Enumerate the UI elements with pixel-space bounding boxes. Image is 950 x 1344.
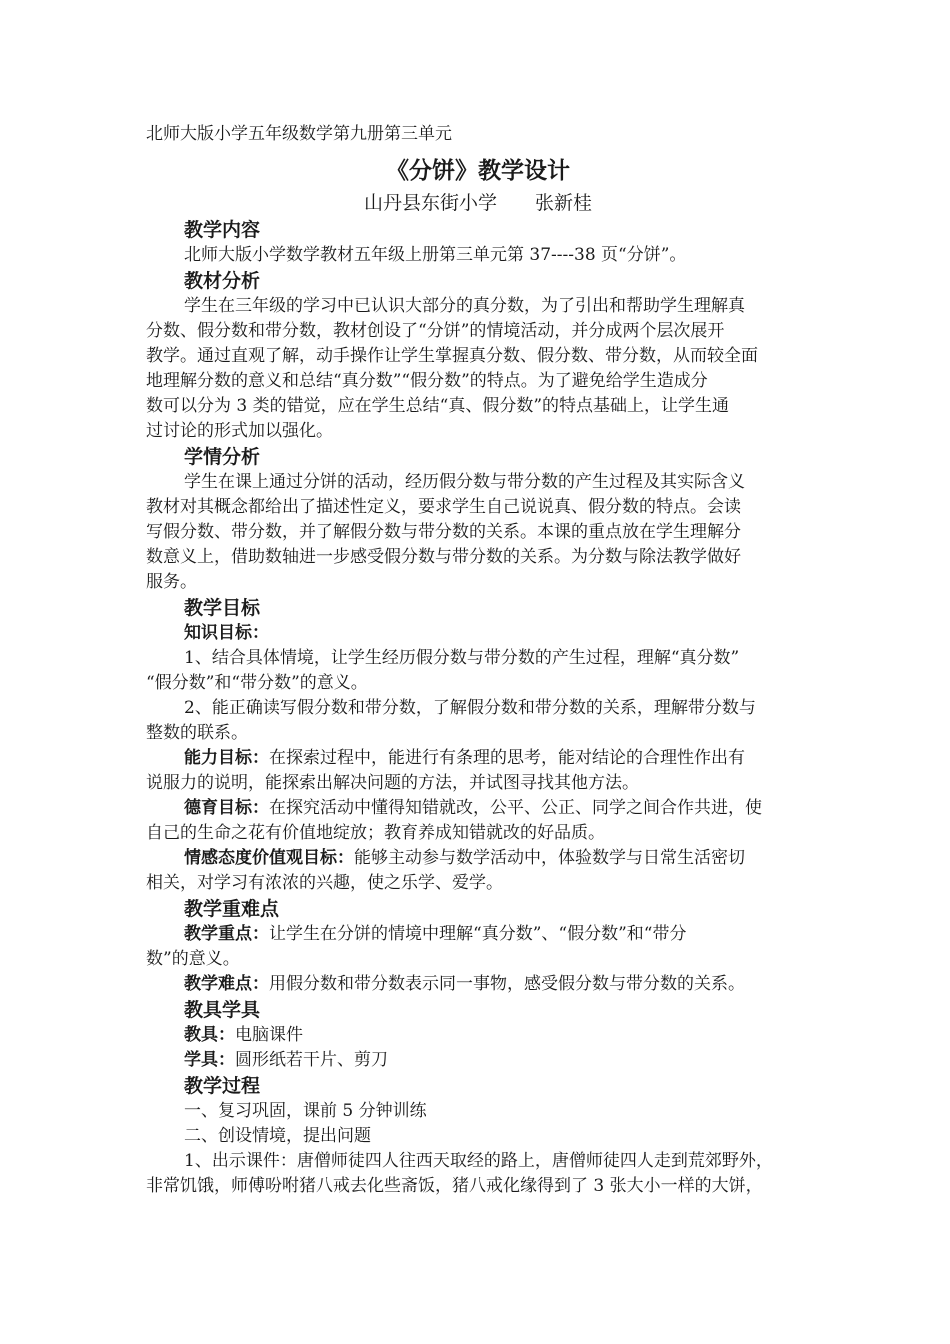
focus-cont: 数”的意义。 [146,949,240,969]
analysis-line: 分数、假分数和带分数，教材创设了“分饼”的情境活动，并分成两个层次展开 [146,321,725,341]
focus-label: 教学重点： [184,924,269,944]
process-step-2: 二、创设情境，提出问题 [184,1126,371,1146]
knowledge-goal-1-cont: “假分数”和“带分数”的意义。 [146,673,368,693]
knowledge-goal-2: 2、能正确读写假分数和带分数，了解假分数和带分数的关系，理解带分数与 [184,698,756,718]
difficulty-label: 教学难点： [184,974,269,994]
heading-tools: 教具学具 [184,999,261,1021]
process-para-line: 非常饥饿，师傅吩咐猪八戒去化些斋饭，猪八戒化缘得到了 3 张大小一样的大饼， [146,1176,763,1196]
moral-goal-text: 在探究活动中懂得知错就改，公平、公正、同学之间合作共进，使 [269,798,762,818]
teacher-tools-label: 教具： [184,1025,235,1045]
content-line: 北师大版小学数学教材五年级上册第三单元第 37----38 页“分饼”。 [184,245,687,265]
document-page [146,122,810,1199]
ability-goal-label: 能力目标： [184,748,269,768]
knowledge-goal-2-cont: 整数的联系。 [146,723,248,743]
students-line: 学生在课上通过分饼的活动，经历假分数与带分数的产生过程及其实际含义 [184,472,745,492]
heading-analysis: 教材分析 [184,270,261,292]
knowledge-goal-1: 1、结合具体情境，让学生经历假分数与带分数的产生过程，理解“真分数” [184,648,740,668]
analysis-line: 学生在三年级的学习中已认识大部分的真分数，为了引出和帮助学生理解真 [184,296,745,316]
difficulty-text: 用假分数和带分数表示同一事物，感受假分数与带分数的关系。 [269,974,745,994]
process-para-line: 1、出示课件：唐僧师徒四人往西天取经的路上，唐僧师徒四人走到荒郊野外， [184,1151,773,1171]
heading-key-points: 教学重难点 [184,898,280,920]
heading-goals: 教学目标 [184,597,261,619]
moral-goal-cont: 自己的生命之花有价值地绽放；教育养成知错就改的好品质。 [146,823,605,843]
analysis-line: 过讨论的形式加以强化。 [146,421,333,441]
emotion-goal-cont: 相关，对学习有浓浓的兴趣，使之乐学、爱学。 [146,873,503,893]
students-line: 数意义上，借助数轴进一步感受假分数与带分数的关系。为分数与除法教学做好 [146,547,741,567]
analysis-line: 地理解分数的意义和总结“真分数”“假分数”的特点。为了避免给学生造成分 [146,371,708,391]
students-line: 服务。 [146,572,197,592]
process-step-1: 一、复习巩固，课前 5 分钟训练 [184,1101,427,1121]
doc-header: 北师大版小学五年级数学第九册第三单元 [146,124,452,144]
students-line: 写假分数、带分数，并了解假分数与带分数的关系。本课的重点放在学生理解分 [146,522,741,542]
emotion-goal-text: 能够主动参与数学活动中，体验数学与日常生活密切 [354,848,745,868]
heading-students: 学情分析 [184,446,261,468]
heading-process: 教学过程 [184,1075,261,1097]
ability-goal-text: 在探索过程中，能进行有条理的思考，能对结论的合理性作出有 [269,748,745,768]
analysis-line: 数可以分为 3 类的错觉，应在学生总结“真、假分数”的特点基础上，让学生通 [146,396,730,416]
knowledge-goal-label: 知识目标： [184,623,269,643]
student-tools-label: 学具： [184,1050,235,1070]
heading-content: 教学内容 [184,219,261,241]
moral-goal-label: 德育目标： [184,798,269,818]
analysis-line: 教学。通过直观了解，动手操作让学生掌握真分数、假分数、带分数，从而较全面 [146,346,758,366]
ability-goal-cont: 说服力的说明，能探索出解决问题的方法，并试图寻找其他方法。 [146,773,639,793]
doc-author: 山丹县东街小学 张新桂 [363,192,592,214]
emotion-goal-label: 情感态度价值观目标： [184,848,354,868]
student-tools-text: 圆形纸若干片、剪刀 [235,1050,388,1070]
students-line: 教材对其概念都给出了描述性定义，要求学生自己说说真、假分数的特点。会读 [146,497,741,517]
doc-title: 《分饼》教学设计 [386,158,570,184]
focus-text: 让学生在分饼的情境中理解“真分数”、“假分数”和“带分 [269,924,687,944]
teacher-tools-text: 电脑课件 [235,1025,303,1045]
